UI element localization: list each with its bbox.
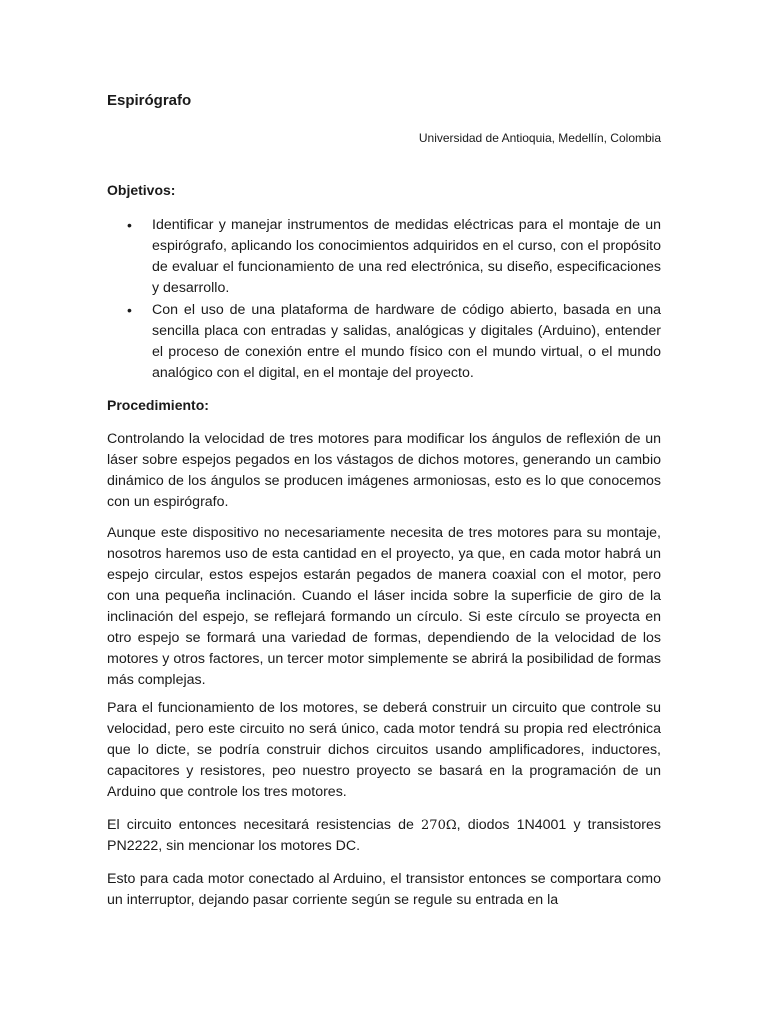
paragraph: Esto para cada motor conectado al Arduino, el transistor entonces se comportara como un interruptor, dejando pasar corriente según se regule su entrada en la <box>107 871 661 908</box>
paragraph: Para el funcionamiento de los motores, se deberá construir un circuito que controle su velocidad, pero este circuito no será único, cada motor tendrá su propia red electrónica que lo dicte, se podría construir dichos circuitos usando amplificadores, inductores, capacitores y resistores, peo nuestro proyecto se basará en la programación de un Arduino que controle los tres motores. <box>107 700 661 800</box>
objetivo-text: Identificar y manejar instrumentos de medidas eléctricas para el montaje de un espirógrafo, aplicando los conocimientos adquiridos en el curso, con el propósito de evaluar el funcionamiento de una red electrónica, su diseño, especificaciones y desarrollo. <box>152 217 661 296</box>
list-item <box>107 300 661 384</box>
circuit-text-before: El circuito entonces necesitará resistencias de <box>107 817 422 833</box>
affiliation: Universidad de Antioquia, Medellín, Colombia <box>418 131 661 145</box>
circuit-text-after: , diodos 1N4001 y transistores PN2222, sin mencionar los motores DC. <box>107 817 661 854</box>
bullet-icon: • <box>127 302 132 318</box>
objetivos-heading: Objetivos: <box>107 182 176 198</box>
paragraph: Aunque este dispositivo no necesariamente necesita de tres motores para su montaje, nosotros haremos uso de esta cantidad en el proyecto, ya que, en cada motor habrá un espejo circular, estos espejos estarán pegados de manera coaxial con el motor, pero con una pequeña inclinación. Cuando el láser incida sobre la superficie de giro de la inclinación del espejo, se reflejará formando un círculo. Si este círculo se proyecta en otro espejo se formará una variedad de formas, dependiendo de la velocidad de los motores y otros factores, un tercer motor simplemente se abrirá la posibilidad de formas más complejas. <box>107 525 661 688</box>
procedimiento-heading: Procedimiento: <box>107 397 209 413</box>
bullet-icon: • <box>127 217 132 233</box>
paragraph: Controlando la velocidad de tres motores para modificar los ángulos de reflexión de un láser sobre espejos pegados en los vástagos de dichos motores, generando un cambio dinámico de los ángulos se producen imágenes armoniosas, esto es lo que conocemos con un espirógrafo. <box>107 431 661 510</box>
resistance-value: 270Ω <box>421 818 457 833</box>
list-item <box>107 215 661 299</box>
document-title: Espirógrafo <box>107 92 192 109</box>
circuit-paragraph <box>107 815 661 857</box>
objetivos-list <box>107 215 661 385</box>
objetivo-text: Con el uso de una plataforma de hardware de código abierto, basada en una sencilla placa con entradas y salidas, analógicas y digitales (Arduino), entender el proceso de conexión entre el mundo físico con el mundo virtual, o el mundo analógico con el digital, en el montaje del proyecto. <box>152 302 661 381</box>
